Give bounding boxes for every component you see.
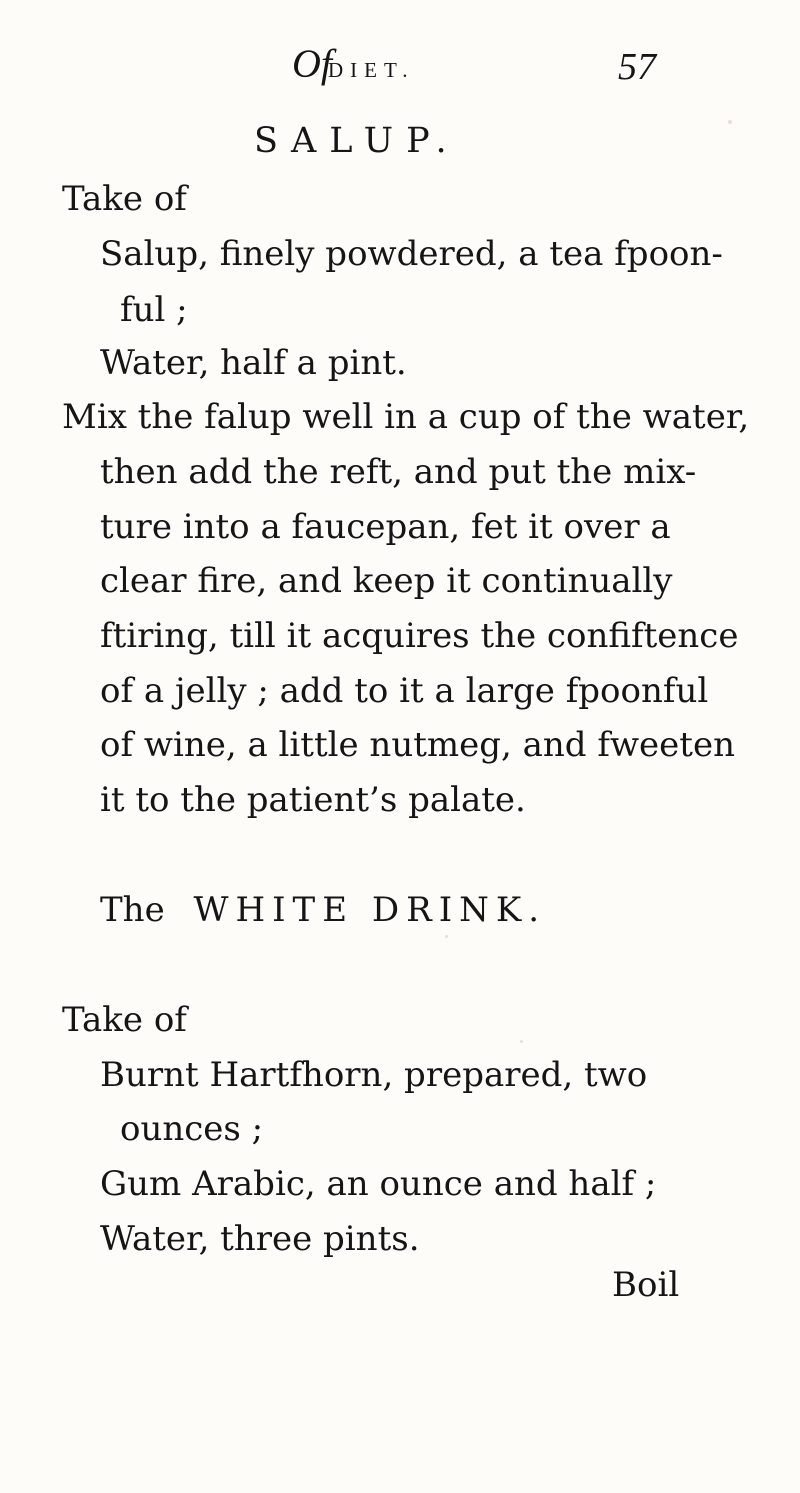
title-caps: WHITE DRINK. — [193, 890, 547, 930]
catchword: Boil — [612, 1265, 680, 1305]
white-drink-line-5: Water, three pints. — [100, 1219, 420, 1259]
white-drink-line-1: Take of — [62, 1000, 187, 1040]
section-title-salup: SALUP. — [254, 121, 460, 161]
salup-line-4: Water, half a pint. — [100, 343, 407, 383]
salup-line-12: it to the patient’s palate. — [100, 780, 526, 820]
salup-line-7: ture into a faucepan, fet it over a — [100, 507, 671, 547]
salup-line-5: Mix the falup well in a cup of the water, — [62, 397, 750, 437]
salup-line-10: of a jelly ; add to it a large fpoonful — [100, 671, 709, 711]
white-drink-line-3: ounces ; — [120, 1109, 264, 1149]
section-title-white-drink — [100, 890, 547, 930]
salup-line-2: Salup, finely powdered, a tea fpoon- — [100, 234, 723, 274]
salup-line-1: Take of — [62, 179, 187, 219]
header-of: Of — [292, 41, 332, 86]
salup-line-3: ful ; — [120, 290, 188, 330]
paper-speck — [520, 1040, 523, 1043]
white-drink-line-4: Gum Arabic, an ounce and half ; — [100, 1164, 657, 1204]
salup-line-9: ftiring, till it acquires the confiftence — [100, 616, 739, 656]
paper-speck — [445, 935, 448, 938]
running-title: DIET. — [328, 58, 415, 82]
salup-line-8: clear fire, and keep it continually — [100, 561, 673, 601]
salup-line-11: of wine, a little nutmeg, and fweeten — [100, 725, 735, 765]
white-drink-line-2: Burnt Hartfhorn, prepared, two — [100, 1055, 648, 1095]
paper-speck — [728, 120, 732, 124]
page-number: 57 — [618, 46, 656, 88]
salup-line-6: then add the reft, and put the mix- — [100, 452, 697, 492]
title-prefix: The — [100, 890, 165, 930]
